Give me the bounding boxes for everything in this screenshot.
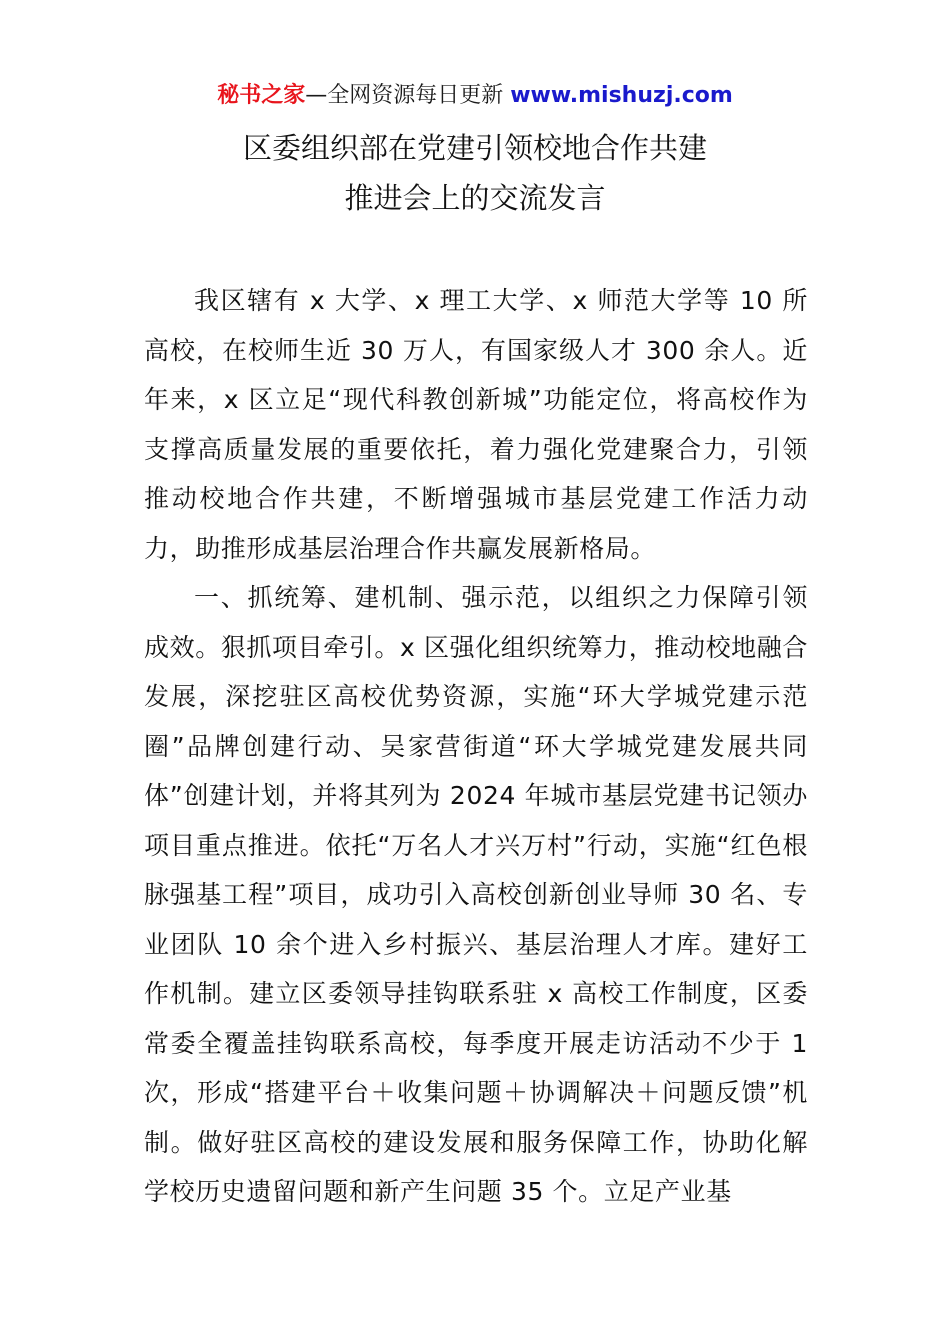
site-header bbox=[0, 80, 950, 112]
document-body bbox=[144, 276, 808, 1217]
paragraph-intro: 我区辖有 x 大学、x 理工大学、x 师范大学等 10 所高校，在校师生近 30 万人，有国家级人才 300 余人。近年来，x 区立足“现代科教创新城”功能定位，将高校作为支撑高质量发展的重要依托，着力强化党建聚合力，引领推动校地合作共建，不断增强城市基层党建工作活力动力，助推形成基层治理合作共赢发展新格局。 bbox=[144, 286, 808, 563]
site-url-link[interactable]: www.mishuzj.com bbox=[510, 83, 733, 108]
header-tagline: —全网资源每日更新 bbox=[305, 83, 511, 108]
document-title-line-2: 推进会上的交流发言 bbox=[344, 181, 606, 215]
document-title-line-1: 区委组织部在党建引领校地合作共建 bbox=[242, 131, 707, 165]
brand-name: 秘书之家 bbox=[217, 83, 306, 108]
paragraph-section-1: 一、抓统筹、建机制、强示范，以组织之力保障引领成效。狠抓项目牵引。x 区强化组织统筹力，推动校地融合发展，深挖驻区高校优势资源，实施“环大学城党建示范圈”品牌创建行动、吴家营街道“环大学城党建发展共同体”创建计划，并将其列为 2024 年城市基层党建书记领办项目重点推进。依托“万名人才兴万村”行动，实施“红色根脉强基工程”项目，成功引入高校创新创业导师 30 名、专业团队 10 余个进入乡村振兴、基层治理人才库。建好工作机制。建立区委领导挂钩联系驻 x 高校工作制度，区委常委全覆盖挂钩联系高校，每季度开展走访活动不少于 1 次，形成“搭建平台＋收集问题＋协调解决＋问题反馈”机制。做好驻区高校的建设发展和服务保障工作，协助化解学校历史遗留问题和新产生问题 35 个。立足产业基 bbox=[144, 583, 808, 1206]
